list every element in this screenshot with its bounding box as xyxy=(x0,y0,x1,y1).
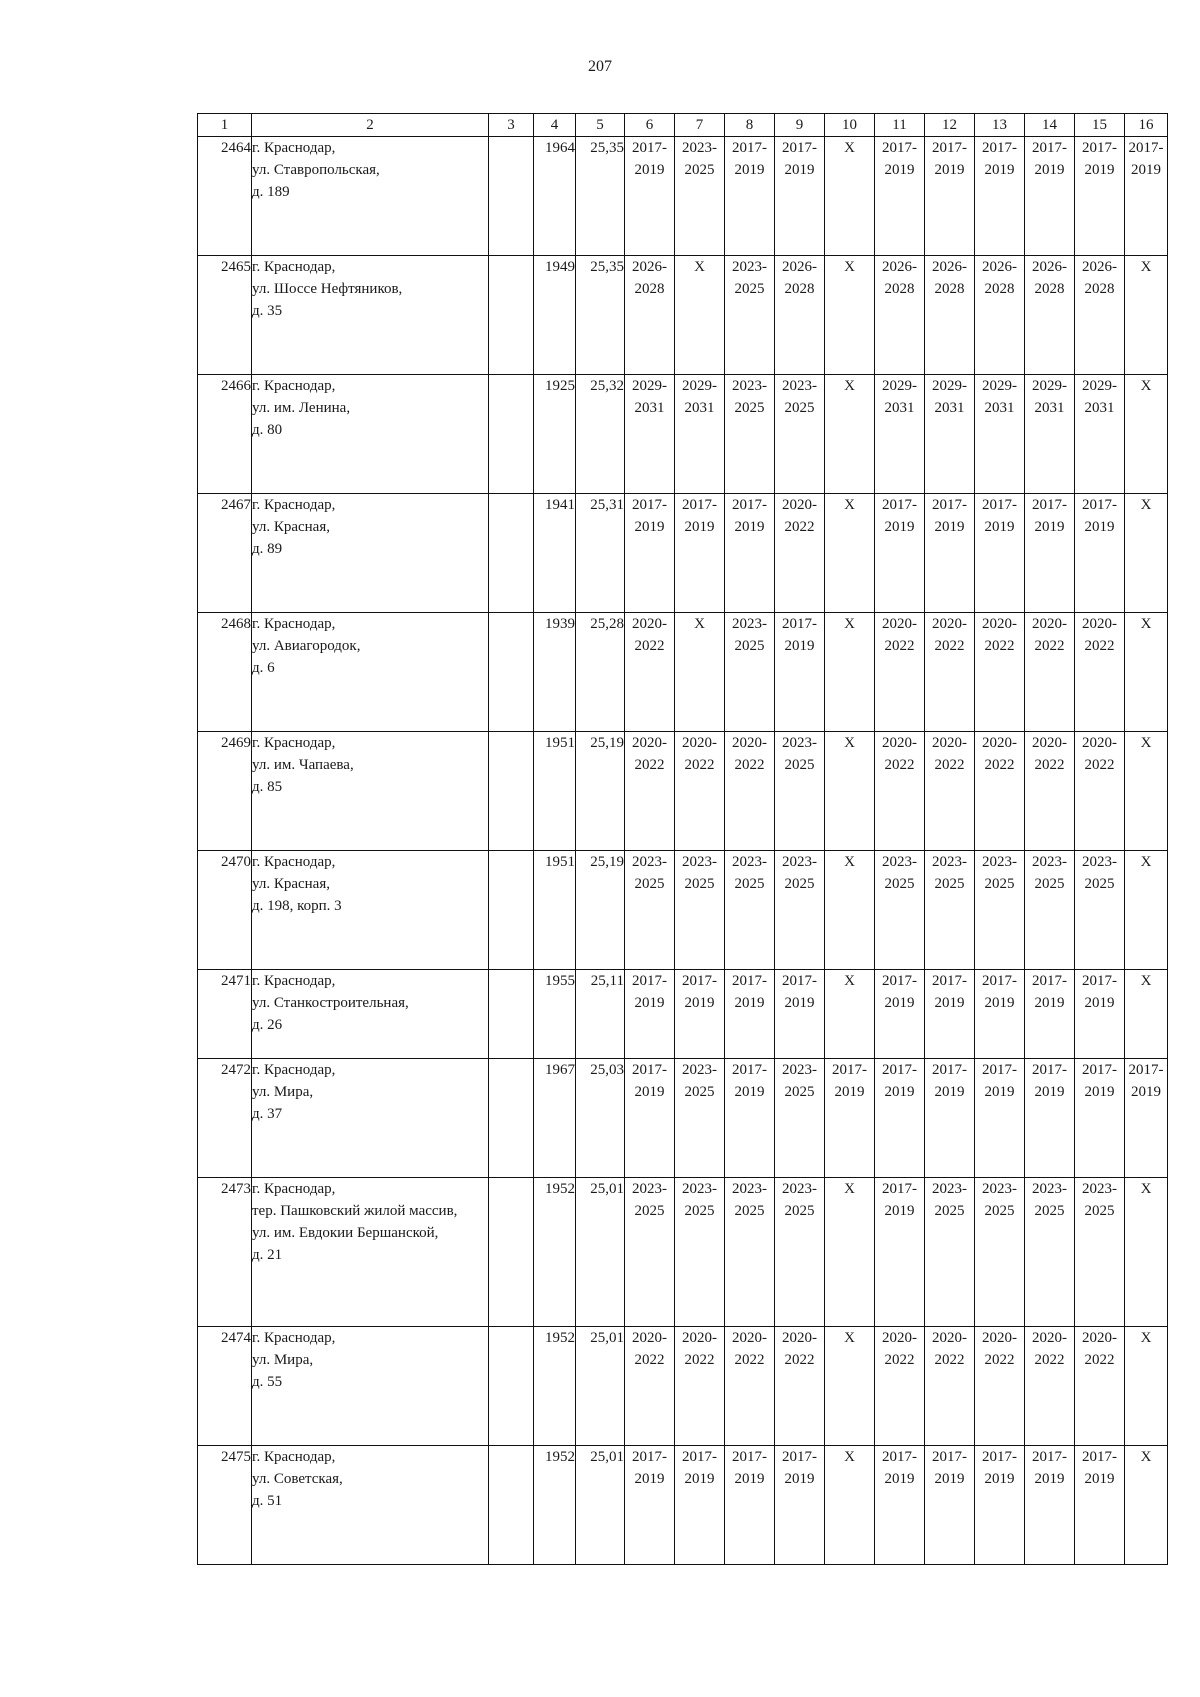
address-cell: г. Краснодар, ул. Станкостроительная, д. 26 xyxy=(252,970,489,1059)
address-cell: г. Краснодар, ул. Красная, д. 89 xyxy=(252,494,489,613)
period-cell: 2017- 2019 xyxy=(775,1446,825,1565)
year-cell: 1949 xyxy=(534,256,576,375)
period-cell: 2023- 2025 xyxy=(975,851,1025,970)
value-cell: 25,19 xyxy=(576,732,625,851)
year-cell: 1955 xyxy=(534,970,576,1059)
period-cell: 2020- 2022 xyxy=(775,1327,825,1446)
empty-cell xyxy=(489,1327,534,1446)
period-cell: 2020- 2022 xyxy=(675,1327,725,1446)
period-cell: X xyxy=(675,256,725,375)
empty-cell xyxy=(489,1446,534,1565)
period-cell: 2023- 2025 xyxy=(775,1178,825,1327)
value-cell: 25,35 xyxy=(576,137,625,256)
row-number: 2475 xyxy=(198,1446,252,1565)
period-cell: 2017- 2019 xyxy=(1075,970,1125,1059)
period-cell: X xyxy=(825,1327,875,1446)
period-cell: 2023- 2025 xyxy=(725,256,775,375)
period-cell: 2017- 2019 xyxy=(925,494,975,613)
period-cell: 2020- 2022 xyxy=(975,732,1025,851)
period-cell: 2020- 2022 xyxy=(875,732,925,851)
column-header: 9 xyxy=(775,114,825,137)
column-header: 12 xyxy=(925,114,975,137)
period-cell: X xyxy=(825,375,875,494)
period-cell: 2023- 2025 xyxy=(625,851,675,970)
table-row xyxy=(198,970,1168,1059)
period-cell: 2023- 2025 xyxy=(1025,1178,1075,1327)
period-cell: 2017- 2019 xyxy=(875,970,925,1059)
empty-cell xyxy=(489,970,534,1059)
value-cell: 25,35 xyxy=(576,256,625,375)
year-cell: 1939 xyxy=(534,613,576,732)
period-cell: X xyxy=(825,732,875,851)
column-header: 2 xyxy=(252,114,489,137)
period-cell: 2017- 2019 xyxy=(675,1446,725,1565)
value-cell: 25,03 xyxy=(576,1059,625,1178)
period-cell: 2023- 2025 xyxy=(675,851,725,970)
period-cell: X xyxy=(1125,851,1168,970)
period-cell: 2017- 2019 xyxy=(975,1059,1025,1178)
period-cell: 2029- 2031 xyxy=(975,375,1025,494)
period-cell: 2020- 2022 xyxy=(925,732,975,851)
address-cell: г. Краснодар, тер. Пашковский жилой массив, ул. им. Евдокии Бершанской, д. 21 xyxy=(252,1178,489,1327)
row-number: 2471 xyxy=(198,970,252,1059)
row-number: 2474 xyxy=(198,1327,252,1446)
period-cell: 2017- 2019 xyxy=(725,494,775,613)
period-cell: 2017- 2019 xyxy=(875,494,925,613)
page-number: 207 xyxy=(588,58,612,75)
column-header: 7 xyxy=(675,114,725,137)
value-cell: 25,11 xyxy=(576,970,625,1059)
period-cell: 2023- 2025 xyxy=(725,613,775,732)
row-number: 2472 xyxy=(198,1059,252,1178)
column-header: 10 xyxy=(825,114,875,137)
address-cell: г. Краснодар, ул. Советская, д. 51 xyxy=(252,1446,489,1565)
period-cell: 2020- 2022 xyxy=(625,1327,675,1446)
period-cell: 2020- 2022 xyxy=(675,732,725,851)
period-cell: 2026- 2028 xyxy=(1025,256,1075,375)
row-number: 2469 xyxy=(198,732,252,851)
period-cell: 2017- 2019 xyxy=(725,137,775,256)
column-header: 11 xyxy=(875,114,925,137)
row-number: 2465 xyxy=(198,256,252,375)
period-cell: 2023- 2025 xyxy=(875,851,925,970)
period-cell: 2020- 2022 xyxy=(1025,732,1075,851)
period-cell: 2020- 2022 xyxy=(775,494,825,613)
period-cell: 2020- 2022 xyxy=(875,613,925,732)
table-row xyxy=(198,1059,1168,1178)
year-cell: 1951 xyxy=(534,732,576,851)
period-cell: 2026- 2028 xyxy=(875,256,925,375)
address-cell: г. Краснодар, ул. Мира, д. 55 xyxy=(252,1327,489,1446)
period-cell: 2017- 2019 xyxy=(825,1059,875,1178)
period-cell: 2017- 2019 xyxy=(625,494,675,613)
period-cell: 2017- 2019 xyxy=(975,494,1025,613)
period-cell: 2020- 2022 xyxy=(925,613,975,732)
period-cell: 2029- 2031 xyxy=(675,375,725,494)
table-row xyxy=(198,494,1168,613)
address-cell: г. Краснодар, ул. Шоссе Нефтяников, д. 35 xyxy=(252,256,489,375)
year-cell: 1964 xyxy=(534,137,576,256)
column-header: 16 xyxy=(1125,114,1168,137)
empty-cell xyxy=(489,137,534,256)
period-cell: X xyxy=(825,970,875,1059)
period-cell: 2023- 2025 xyxy=(775,1059,825,1178)
period-cell: 2020- 2022 xyxy=(1075,732,1125,851)
registry-table xyxy=(197,113,1168,1565)
period-cell: 2017- 2019 xyxy=(725,1059,775,1178)
period-cell: 2029- 2031 xyxy=(1075,375,1125,494)
period-cell: 2023- 2025 xyxy=(1075,851,1125,970)
period-cell: 2020- 2022 xyxy=(625,613,675,732)
table-row xyxy=(198,1446,1168,1565)
period-cell: 2029- 2031 xyxy=(875,375,925,494)
year-cell: 1925 xyxy=(534,375,576,494)
period-cell: 2023- 2025 xyxy=(925,851,975,970)
column-header: 6 xyxy=(625,114,675,137)
table-row xyxy=(198,256,1168,375)
column-header: 3 xyxy=(489,114,534,137)
value-cell: 25,28 xyxy=(576,613,625,732)
period-cell: 2017- 2019 xyxy=(775,137,825,256)
period-cell: X xyxy=(1125,1178,1168,1327)
period-cell: 2017- 2019 xyxy=(1075,1446,1125,1565)
empty-cell xyxy=(489,1059,534,1178)
period-cell: 2029- 2031 xyxy=(1025,375,1075,494)
table-row xyxy=(198,613,1168,732)
period-cell: 2023- 2025 xyxy=(675,137,725,256)
period-cell: X xyxy=(1125,494,1168,613)
empty-cell xyxy=(489,494,534,613)
period-cell: 2017- 2019 xyxy=(725,1446,775,1565)
period-cell: 2026- 2028 xyxy=(775,256,825,375)
period-cell: 2026- 2028 xyxy=(1075,256,1125,375)
year-cell: 1952 xyxy=(534,1446,576,1565)
column-header: 15 xyxy=(1075,114,1125,137)
column-header: 13 xyxy=(975,114,1025,137)
table-row xyxy=(198,1327,1168,1446)
value-cell: 25,32 xyxy=(576,375,625,494)
period-cell: 2017- 2019 xyxy=(625,1059,675,1178)
period-cell: 2023- 2025 xyxy=(675,1059,725,1178)
period-cell: 2023- 2025 xyxy=(975,1178,1025,1327)
empty-cell xyxy=(489,732,534,851)
period-cell: 2020- 2022 xyxy=(1075,613,1125,732)
period-cell: 2017- 2019 xyxy=(1075,1059,1125,1178)
year-cell: 1952 xyxy=(534,1327,576,1446)
row-number: 2464 xyxy=(198,137,252,256)
period-cell: X xyxy=(675,613,725,732)
row-number: 2466 xyxy=(198,375,252,494)
period-cell: 2023- 2025 xyxy=(725,851,775,970)
period-cell: X xyxy=(825,1178,875,1327)
table-row xyxy=(198,732,1168,851)
period-cell: 2020- 2022 xyxy=(725,1327,775,1446)
period-cell: X xyxy=(1125,256,1168,375)
period-cell: 2026- 2028 xyxy=(625,256,675,375)
period-cell: 2020- 2022 xyxy=(725,732,775,851)
period-cell: 2017- 2019 xyxy=(875,1178,925,1327)
period-cell: 2017- 2019 xyxy=(975,970,1025,1059)
period-cell: X xyxy=(825,494,875,613)
period-cell: X xyxy=(825,1446,875,1565)
value-cell: 25,01 xyxy=(576,1178,625,1327)
period-cell: 2017- 2019 xyxy=(775,613,825,732)
year-cell: 1941 xyxy=(534,494,576,613)
period-cell: X xyxy=(1125,1446,1168,1565)
address-cell: г. Краснодар, ул. им. Чапаева, д. 85 xyxy=(252,732,489,851)
table-row xyxy=(198,851,1168,970)
period-cell: 2017- 2019 xyxy=(975,137,1025,256)
period-cell: 2017- 2019 xyxy=(875,1059,925,1178)
period-cell: 2017- 2019 xyxy=(1125,137,1168,256)
period-cell: 2026- 2028 xyxy=(925,256,975,375)
period-cell: 2017- 2019 xyxy=(875,137,925,256)
period-cell: X xyxy=(825,851,875,970)
period-cell: 2017- 2019 xyxy=(1075,494,1125,613)
empty-cell xyxy=(489,375,534,494)
period-cell: 2029- 2031 xyxy=(625,375,675,494)
period-cell: 2017- 2019 xyxy=(625,970,675,1059)
period-cell: 2023- 2025 xyxy=(1025,851,1075,970)
period-cell: 2023- 2025 xyxy=(775,732,825,851)
table-row xyxy=(198,137,1168,256)
value-cell: 25,19 xyxy=(576,851,625,970)
address-cell: г. Краснодар, ул. им. Ленина, д. 80 xyxy=(252,375,489,494)
period-cell: 2029- 2031 xyxy=(925,375,975,494)
address-cell: г. Краснодар, ул. Ставропольская, д. 189 xyxy=(252,137,489,256)
year-cell: 1951 xyxy=(534,851,576,970)
period-cell: 2017- 2019 xyxy=(1025,494,1075,613)
period-cell: 2017- 2019 xyxy=(1025,970,1075,1059)
period-cell: 2020- 2022 xyxy=(975,613,1025,732)
period-cell: X xyxy=(825,137,875,256)
period-cell: 2017- 2019 xyxy=(875,1446,925,1565)
value-cell: 25,01 xyxy=(576,1446,625,1565)
period-cell: 2023- 2025 xyxy=(675,1178,725,1327)
period-cell: X xyxy=(825,613,875,732)
period-cell: 2020- 2022 xyxy=(1025,613,1075,732)
period-cell: 2017- 2019 xyxy=(675,970,725,1059)
value-cell: 25,01 xyxy=(576,1327,625,1446)
period-cell: X xyxy=(825,256,875,375)
period-cell: X xyxy=(1125,732,1168,851)
row-number: 2467 xyxy=(198,494,252,613)
period-cell: 2017- 2019 xyxy=(1125,1059,1168,1178)
column-header: 8 xyxy=(725,114,775,137)
address-cell: г. Краснодар, ул. Мира, д. 37 xyxy=(252,1059,489,1178)
empty-cell xyxy=(489,851,534,970)
column-header: 14 xyxy=(1025,114,1075,137)
period-cell: 2017- 2019 xyxy=(625,1446,675,1565)
period-cell: 2023- 2025 xyxy=(625,1178,675,1327)
period-cell: 2017- 2019 xyxy=(925,137,975,256)
period-cell: 2017- 2019 xyxy=(975,1446,1025,1565)
period-cell: 2020- 2022 xyxy=(925,1327,975,1446)
period-cell: X xyxy=(1125,970,1168,1059)
empty-cell xyxy=(489,256,534,375)
column-header: 5 xyxy=(576,114,625,137)
year-cell: 1967 xyxy=(534,1059,576,1178)
column-header: 1 xyxy=(198,114,252,137)
period-cell: 2023- 2025 xyxy=(1075,1178,1125,1327)
period-cell: 2023- 2025 xyxy=(725,1178,775,1327)
period-cell: 2017- 2019 xyxy=(1025,1059,1075,1178)
period-cell: 2017- 2019 xyxy=(925,1446,975,1565)
period-cell: 2017- 2019 xyxy=(925,970,975,1059)
period-cell: X xyxy=(1125,613,1168,732)
period-cell: 2017- 2019 xyxy=(1025,137,1075,256)
period-cell: 2026- 2028 xyxy=(975,256,1025,375)
period-cell: 2017- 2019 xyxy=(1025,1446,1075,1565)
period-cell: 2020- 2022 xyxy=(1075,1327,1125,1446)
header-row xyxy=(198,114,1168,137)
period-cell: 2017- 2019 xyxy=(675,494,725,613)
row-number: 2470 xyxy=(198,851,252,970)
period-cell: 2023- 2025 xyxy=(925,1178,975,1327)
period-cell: 2017- 2019 xyxy=(925,1059,975,1178)
address-cell: г. Краснодар, ул. Авиагородок, д. 6 xyxy=(252,613,489,732)
empty-cell xyxy=(489,613,534,732)
period-cell: 2023- 2025 xyxy=(775,851,825,970)
period-cell: 2017- 2019 xyxy=(775,970,825,1059)
empty-cell xyxy=(489,1178,534,1327)
period-cell: 2017- 2019 xyxy=(725,970,775,1059)
period-cell: X xyxy=(1125,375,1168,494)
period-cell: 2020- 2022 xyxy=(625,732,675,851)
table-row xyxy=(198,375,1168,494)
table-row xyxy=(198,1178,1168,1327)
value-cell: 25,31 xyxy=(576,494,625,613)
period-cell: X xyxy=(1125,1327,1168,1446)
period-cell: 2023- 2025 xyxy=(775,375,825,494)
row-number: 2468 xyxy=(198,613,252,732)
column-header: 4 xyxy=(534,114,576,137)
period-cell: 2020- 2022 xyxy=(1025,1327,1075,1446)
period-cell: 2017- 2019 xyxy=(1075,137,1125,256)
period-cell: 2020- 2022 xyxy=(875,1327,925,1446)
row-number: 2473 xyxy=(198,1178,252,1327)
period-cell: 2023- 2025 xyxy=(725,375,775,494)
period-cell: 2020- 2022 xyxy=(975,1327,1025,1446)
address-cell: г. Краснодар, ул. Красная, д. 198, корп. 3 xyxy=(252,851,489,970)
period-cell: 2017- 2019 xyxy=(625,137,675,256)
year-cell: 1952 xyxy=(534,1178,576,1327)
